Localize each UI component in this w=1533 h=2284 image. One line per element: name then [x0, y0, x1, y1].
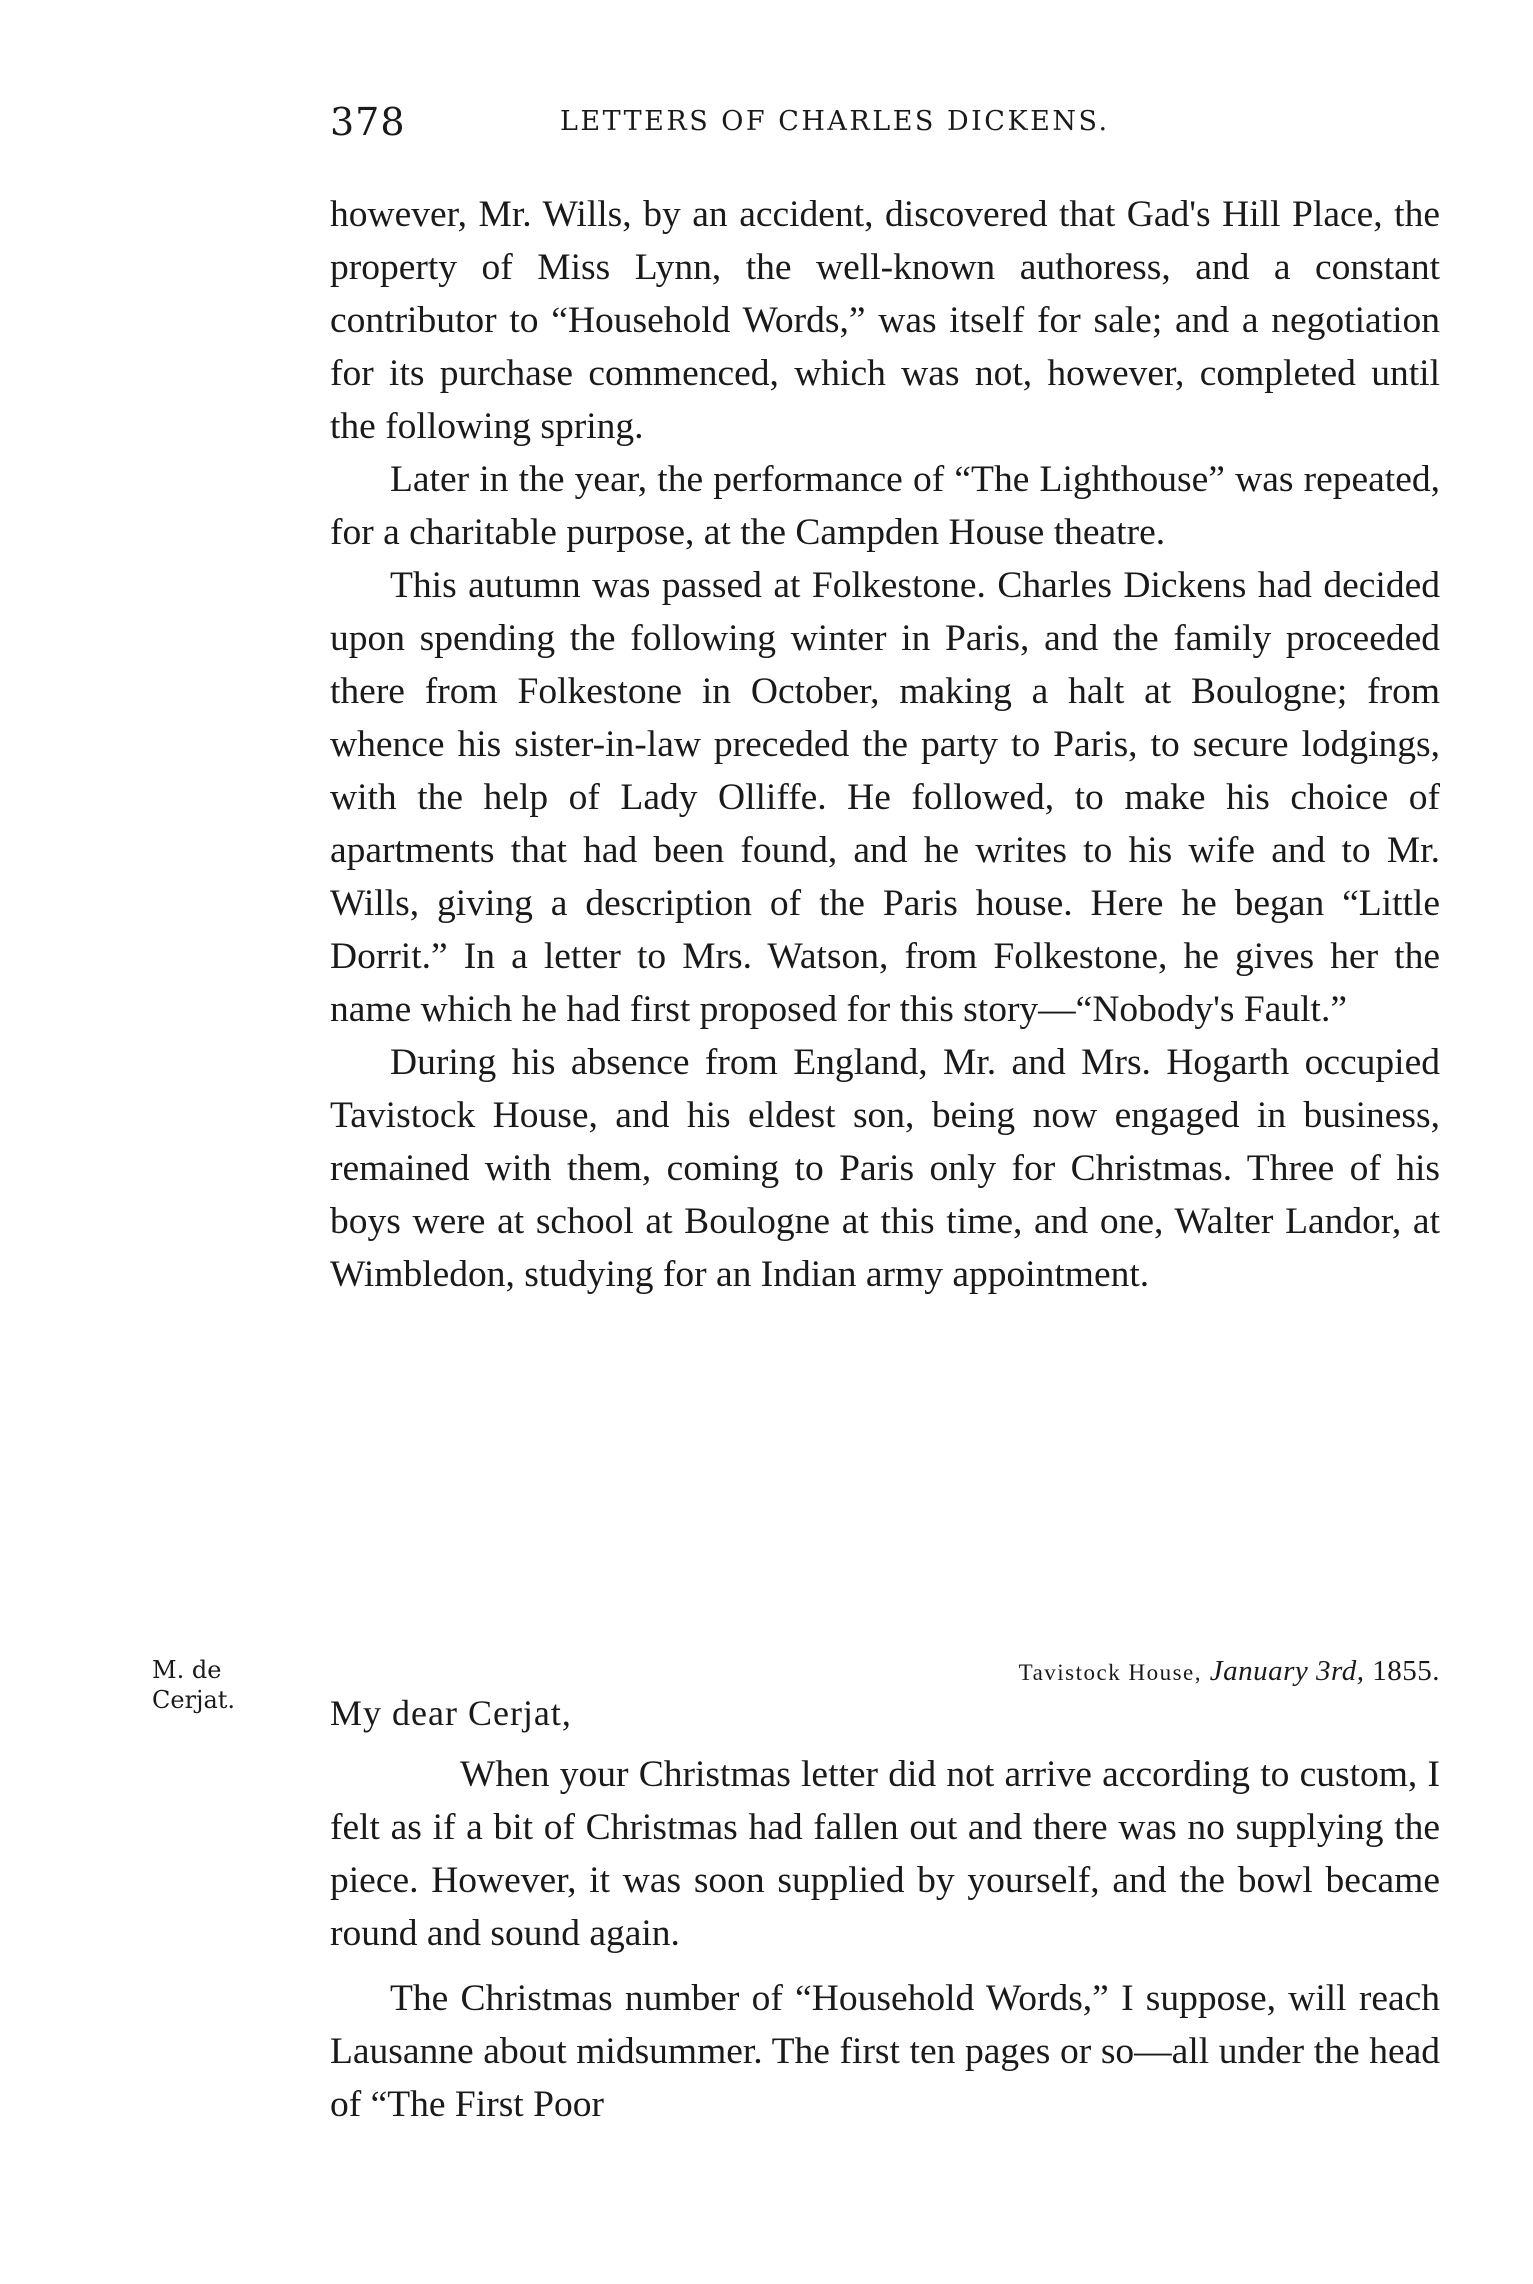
dateline-date: January 3rd,: [1209, 1655, 1365, 1687]
paragraph: During his absence from England, Mr. and Mrs. Hogarth occupied Tavistock House, and his eldest son, being now engaged in business, remained with them, coming to Paris only for Christmas. Three of his boys were at school at Boulogne at this time, and one, Walter Landor, at Wimbledon, studying for an Indian army appointment.: [330, 1042, 1440, 1295]
paragraph: Later in the year, the performance of “The Lighthouse” was repeated, for a charitable purpose, at the Campden House theatre.: [330, 459, 1440, 553]
margin-note-line: Cerjat.: [152, 1686, 236, 1714]
margin-note: [152, 1655, 235, 1715]
letter-paragraph: The Christmas number of “Household Words,” I suppose, will reach Lausanne about midsummer. The first ten pages or so—all under the head of “The First Poor: [330, 1978, 1440, 2125]
dateline-year: 1855.: [1372, 1655, 1440, 1687]
margin-note-line: M. de: [152, 1656, 222, 1684]
dateline-place: Tavistock House,: [1018, 1660, 1202, 1685]
running-title: LETTERS OF CHARLES DICKENS.: [560, 106, 1110, 137]
running-head: [330, 100, 1440, 150]
paragraph: however, Mr. Wills, by an accident, discovered that Gad's Hill Place, the property of Miss Lynn, the well-known authoress, and a constant contributor to “Household Words,” was itself for sale; and a negotiation for its purchase commenced, which was not, however, completed until the following spring.: [330, 194, 1440, 447]
page-number: 378: [330, 100, 406, 144]
letter-paragraph: When your Christmas letter did not arrive according to custom, I felt as if a bit of Christmas had fallen out and there was no supplying the piece. However, it was soon supplied by yourself, and the bowl became round and sound again.: [330, 1754, 1440, 1954]
narrative-text: [330, 188, 1440, 1301]
paragraph: This autumn was passed at Folkestone. Charles Dickens had decided upon spending the following winter in Paris, and the family proceeded there from Folkestone in October, making a halt at Boulogne; from whence his sister-in-law preceded the party to Paris, to secure lodgings, with the help of Lady Olliffe. He followed, to make his choice of apartments that had been found, and he writes to his wife and to Mr. Wills, giving a description of the Paris house. Here he began “Little Dorrit.” In a letter to Mrs. Watson, from Folkestone, he gives her the name which he had first proposed for this story—“Nobody's Fault.”: [330, 565, 1440, 1030]
letter-salutation: My dear Cerjat,: [330, 1693, 572, 1733]
letter-text: [330, 1748, 1440, 2131]
letter-dateline: [830, 1655, 1440, 1688]
